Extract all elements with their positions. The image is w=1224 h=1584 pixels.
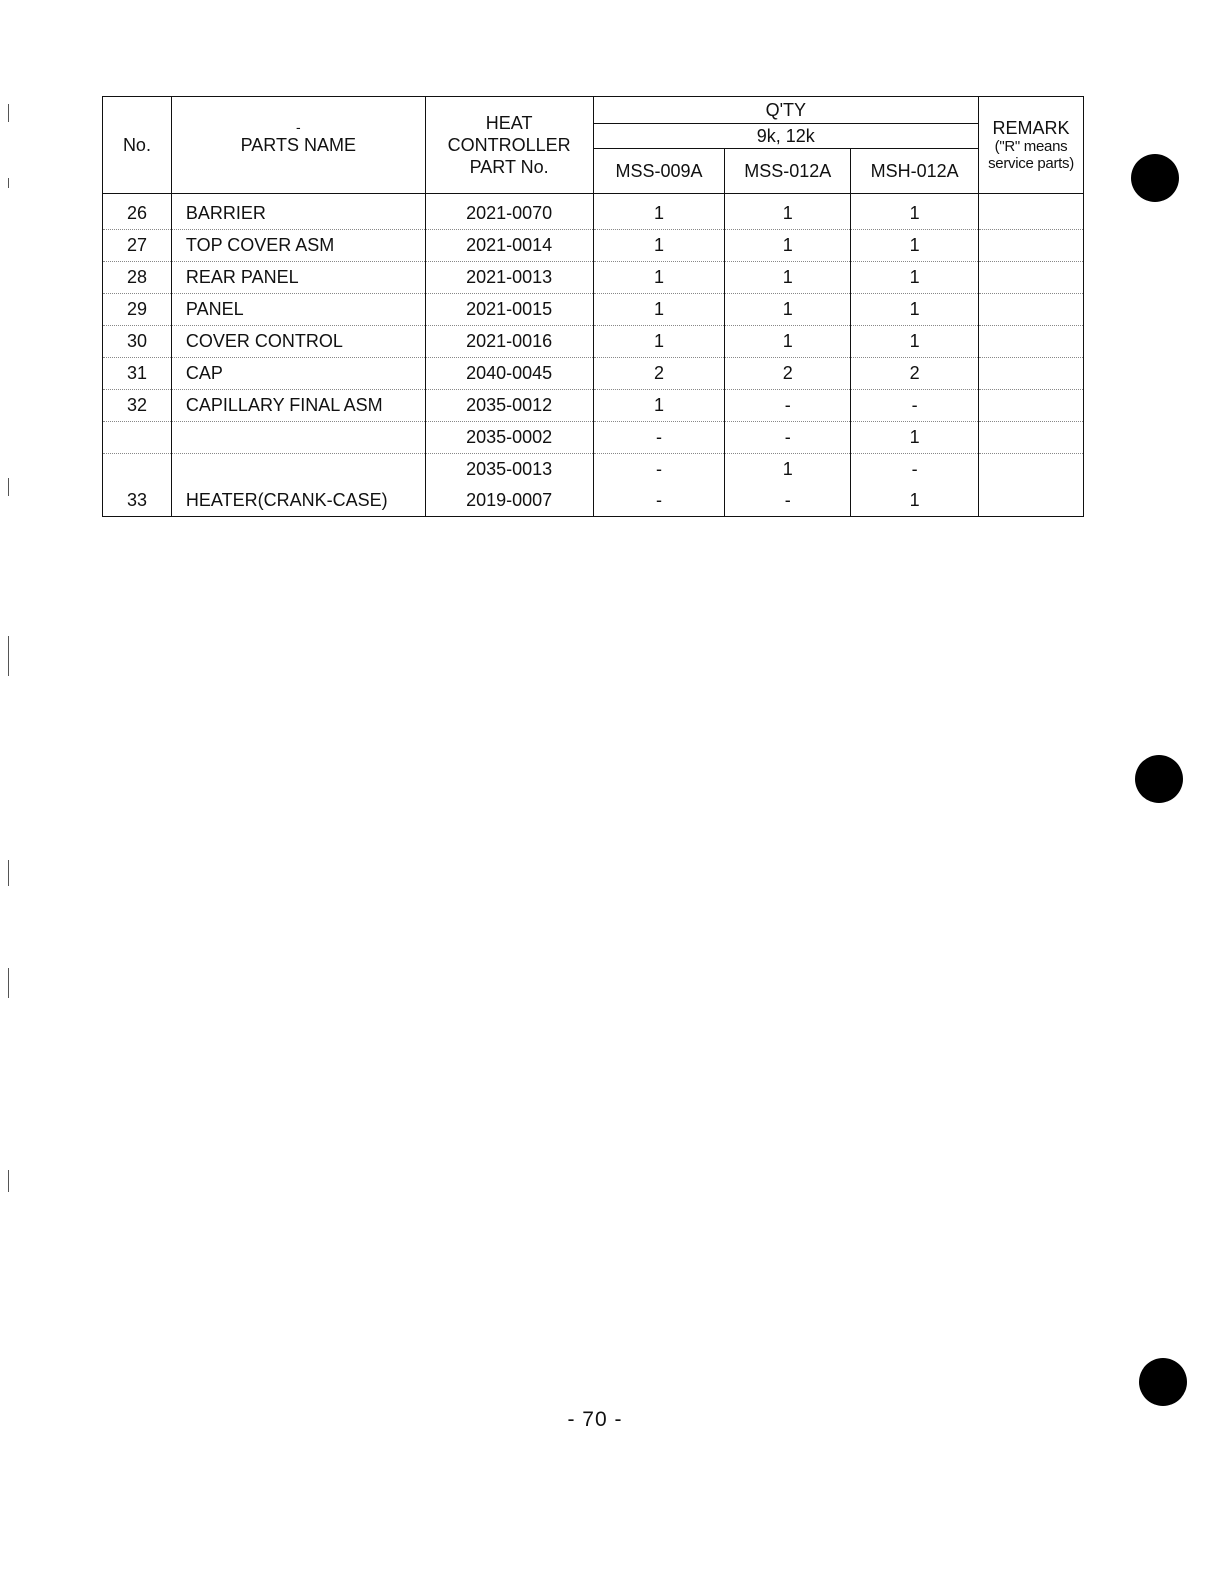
cell-qty-msh-012a: 1 [851,485,979,517]
cell-remark [979,390,1084,422]
header-capacity: 9k, 12k [593,124,978,149]
cell-qty-mss-012a: 1 [725,262,851,294]
cell-part-no: 2035-0012 [425,390,593,422]
header-remark-line2: ("R" means [994,138,1068,155]
table-row [103,454,1084,486]
header-parts-name-mark: - [295,119,301,135]
table-row [103,422,1084,454]
page-number: - 70 - [567,1408,623,1431]
header-part-no-line3: PART No. [469,157,549,177]
cell-no: 27 [103,230,172,262]
scan-speck [8,478,9,496]
cell-remark [979,262,1084,294]
cell-qty-mss-012a: - [725,485,851,517]
cell-remark [979,194,1084,230]
table-row [103,485,1084,517]
cell-parts-name: CAPILLARY FINAL ASM [171,390,425,422]
cell-parts-name: TOP COVER ASM [171,230,425,262]
table-body [103,194,1084,517]
cell-no: 32 [103,390,172,422]
cell-qty-mss-009a: 1 [593,326,725,358]
cell-no: 26 [103,194,172,230]
cell-qty-msh-012a: 1 [851,230,979,262]
cell-qty-mss-009a: 1 [593,230,725,262]
cell-part-no: 2021-0013 [425,262,593,294]
cell-qty-msh-012a: - [851,390,979,422]
cell-remark [979,230,1084,262]
table-header [103,97,1084,194]
cell-qty-mss-009a: - [593,485,725,517]
cell-part-no: 2019-0007 [425,485,593,517]
cell-parts-name: COVER CONTROL [171,326,425,358]
cell-parts-name: CAP [171,358,425,390]
cell-parts-name [171,422,425,454]
cell-remark [979,294,1084,326]
cell-remark [979,422,1084,454]
cell-qty-msh-012a: 2 [851,358,979,390]
table-row [103,262,1084,294]
cell-parts-name: PANEL [171,294,425,326]
table-row [103,230,1084,262]
cell-part-no: 2035-0013 [425,454,593,486]
cell-qty-mss-009a: 2 [593,358,725,390]
header-part-no-line2: CONTROLLER [447,135,571,155]
header-remark-line3: service parts) [988,155,1074,172]
scan-speck [8,1170,9,1192]
cell-qty-mss-009a: - [593,454,725,486]
table-row [103,358,1084,390]
cell-qty-msh-012a: 1 [851,294,979,326]
scan-speck [8,968,9,998]
scan-speck [8,860,9,886]
cell-qty-mss-012a: 1 [725,294,851,326]
cell-no: 28 [103,262,172,294]
cell-no: 33 [103,485,172,517]
header-model-msh-012a: MSH-012A [851,149,979,194]
cell-qty-msh-012a: 1 [851,262,979,294]
cell-qty-msh-012a: 1 [851,326,979,358]
header-model-mss-009a: MSS-009A [593,149,725,194]
cell-part-no: 2035-0002 [425,422,593,454]
punch-hole [1135,755,1183,803]
cell-parts-name [171,454,425,486]
cell-qty-mss-009a: 1 [593,194,725,230]
punch-hole [1131,154,1179,202]
scan-speck [8,104,9,122]
cell-qty-mss-012a: - [725,422,851,454]
cell-no: 30 [103,326,172,358]
cell-qty-mss-012a: 1 [725,454,851,486]
table-row [103,390,1084,422]
header-parts-name-spacer [172,156,425,166]
cell-remark [979,485,1084,517]
cell-qty-mss-012a: 1 [725,230,851,262]
cell-no: 29 [103,294,172,326]
parts-list-table [102,96,1084,517]
header-qty: Q'TY [593,97,978,124]
cell-qty-msh-012a: - [851,454,979,486]
table-row [103,194,1084,230]
cell-remark [979,326,1084,358]
cell-qty-mss-009a: 1 [593,390,725,422]
cell-qty-msh-012a: 1 [851,422,979,454]
header-no: No. [103,97,172,194]
cell-part-no: 2021-0016 [425,326,593,358]
cell-part-no: 2021-0014 [425,230,593,262]
table-row [103,294,1084,326]
cell-no: 31 [103,358,172,390]
header-part-no-line1: HEAT [485,113,533,133]
cell-qty-mss-009a: 1 [593,294,725,326]
cell-qty-mss-009a: - [593,422,725,454]
cell-remark [979,454,1084,486]
cell-parts-name: BARRIER [171,194,425,230]
header-model-mss-012a: MSS-012A [725,149,851,194]
cell-part-no: 2021-0015 [425,294,593,326]
cell-part-no: 2040-0045 [425,358,593,390]
cell-part-no: 2021-0070 [425,194,593,230]
cell-parts-name: REAR PANEL [171,262,425,294]
cell-parts-name: HEATER(CRANK-CASE) [171,485,425,517]
scan-speck [8,636,9,676]
header-parts-name [171,97,425,194]
punch-hole [1139,1358,1187,1406]
cell-qty-mss-012a: 1 [725,194,851,230]
cell-no [103,454,172,486]
cell-qty-mss-012a: - [725,390,851,422]
scan-speck [8,178,9,188]
header-remark [979,97,1084,194]
header-parts-name-label: PARTS NAME [240,135,356,155]
cell-remark [979,358,1084,390]
cell-qty-mss-012a: 2 [725,358,851,390]
cell-no [103,422,172,454]
cell-qty-msh-012a: 1 [851,194,979,230]
header-remark-line1: REMARK [992,118,1070,138]
table-row [103,326,1084,358]
cell-qty-mss-012a: 1 [725,326,851,358]
header-part-no [425,97,593,194]
cell-qty-mss-009a: 1 [593,262,725,294]
